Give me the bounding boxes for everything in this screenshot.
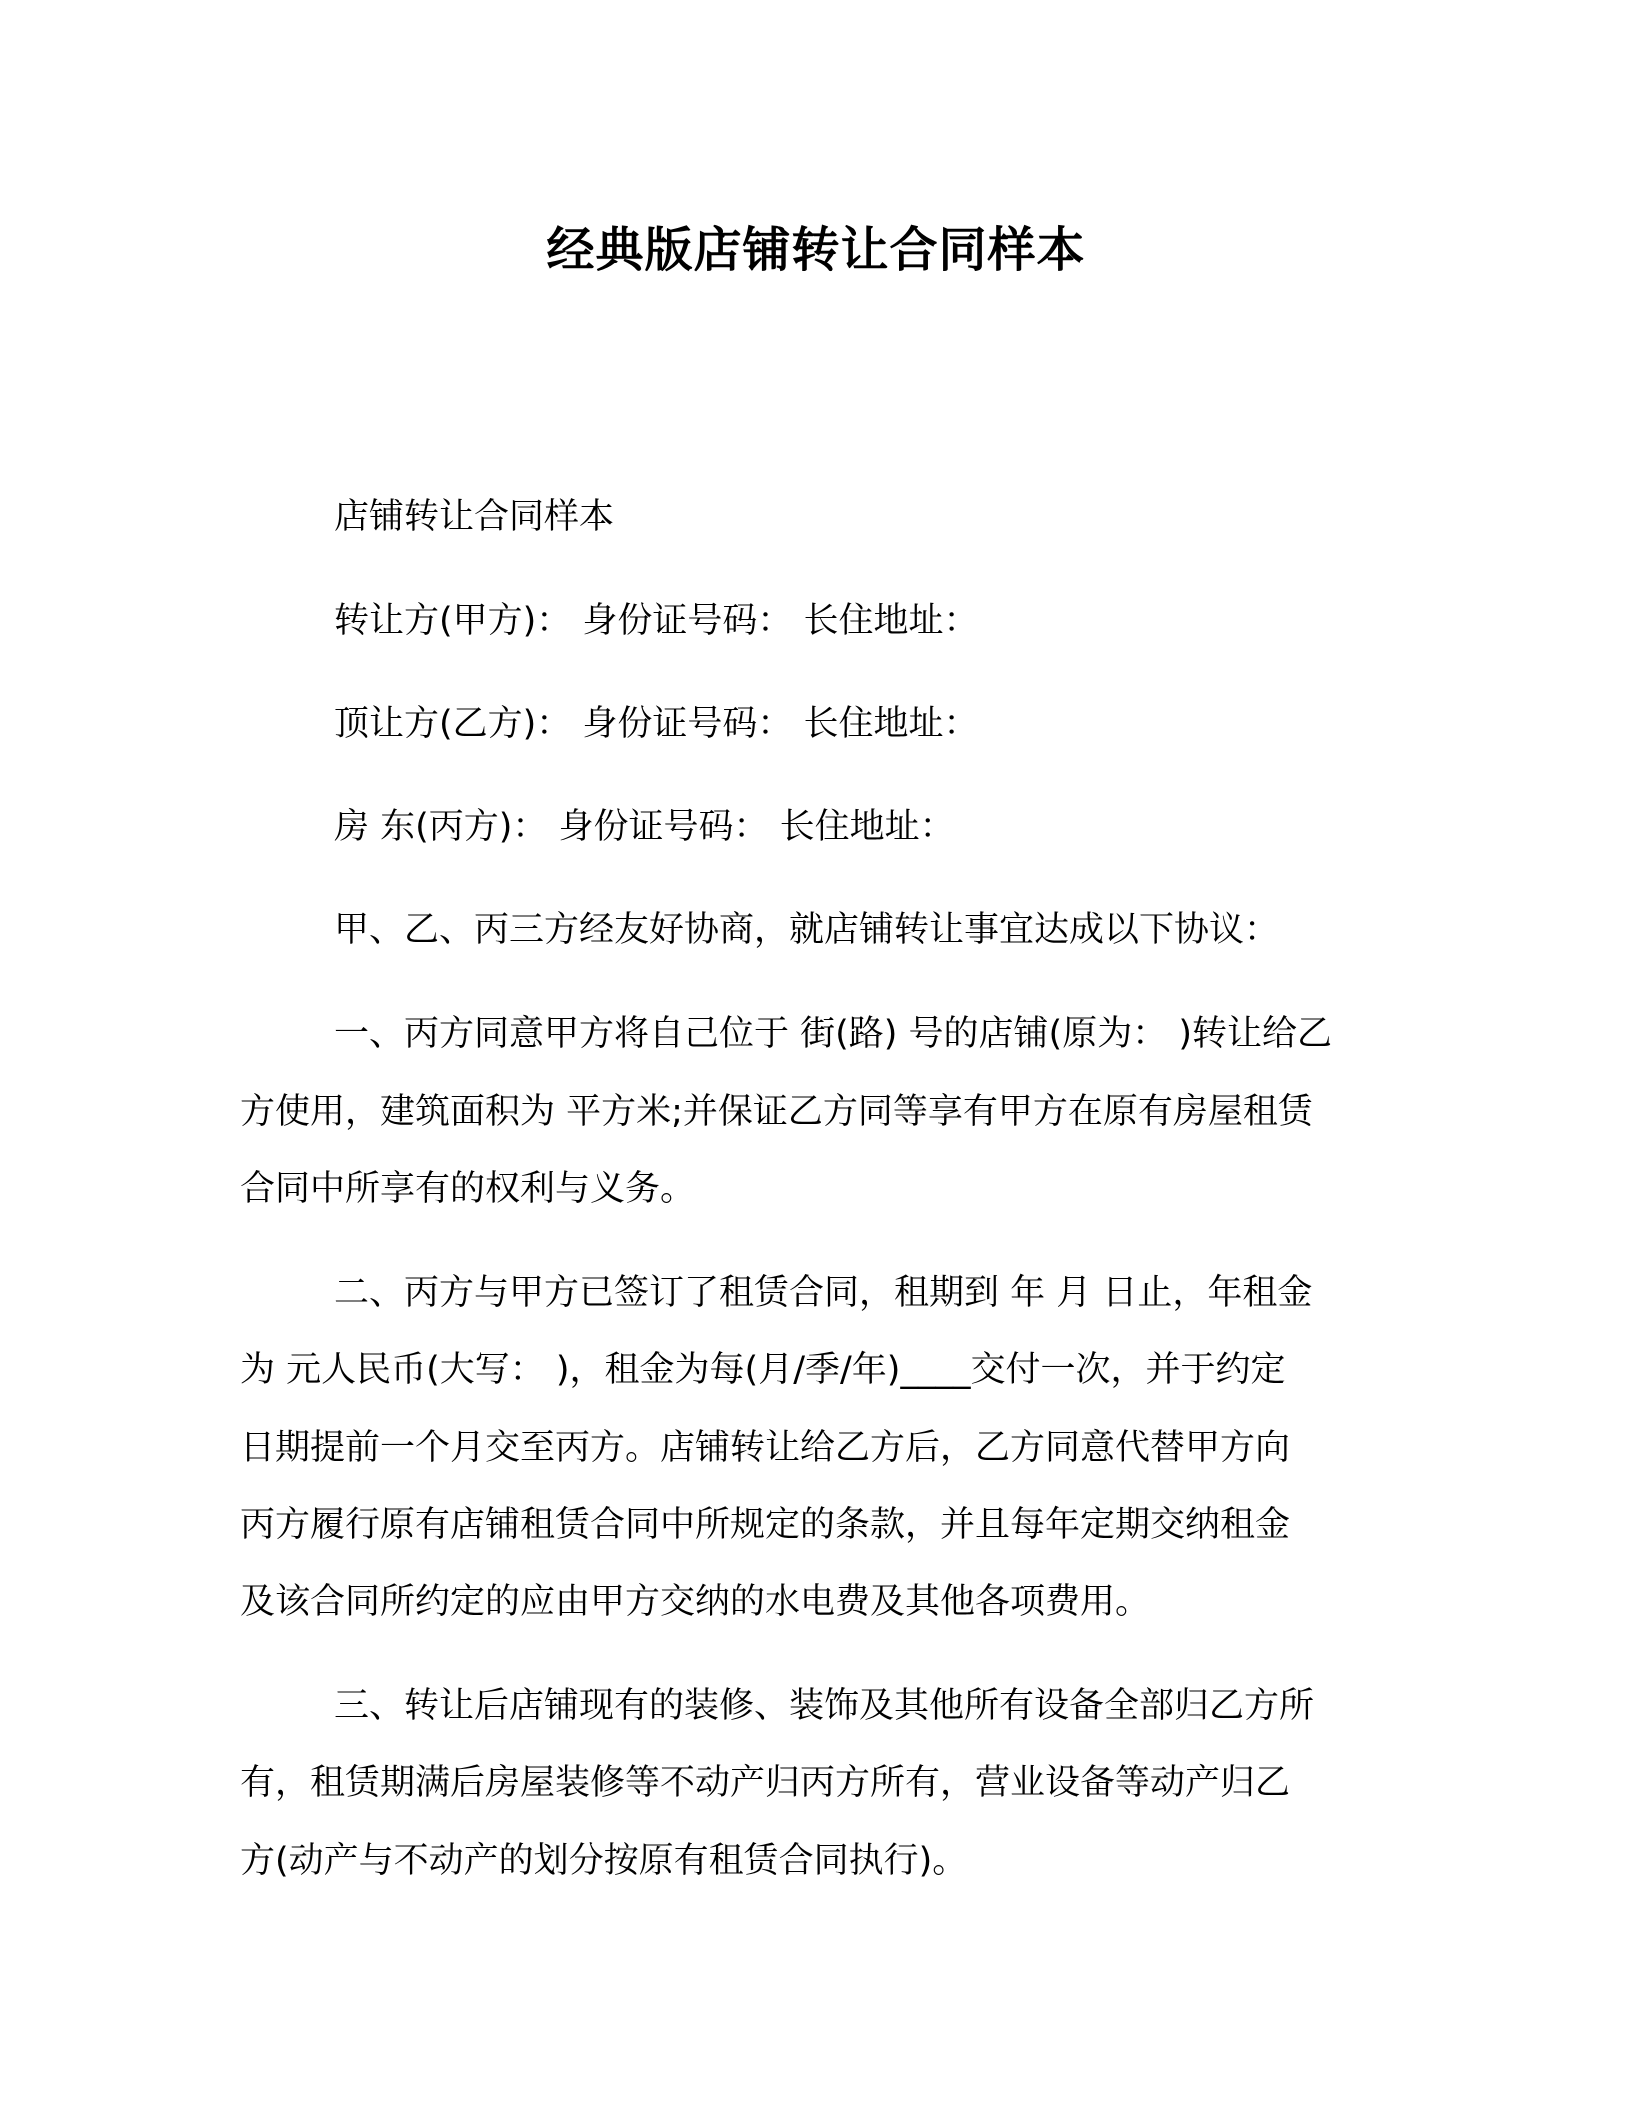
clause-3-line-3: 方(动产与不动产的划分按原有租赁合同执行)。 [240, 1841, 968, 1881]
subtitle-line: 店铺转让合同样本 [334, 497, 615, 537]
clause-2-line-1: 二、丙方与甲方已签订了租赁合同，租期到 年 月 日止，年租金 [334, 1273, 1313, 1313]
agreement-intro-line: 甲、乙、丙三方经友好协商，就店铺转让事宜达成以下协议： [334, 910, 1280, 950]
party-a-line: 转让方(甲方)： 身份证号码： 长住地址： [334, 601, 979, 641]
document-title: 经典版店铺转让合同样本 [546, 222, 1086, 278]
clause-3-line-2: 有，租赁期满后房屋装修等不动产归丙方所有，营业设备等动产归乙 [240, 1763, 1291, 1803]
clause-2-line-4: 丙方履行原有店铺租赁合同中所规定的条款，并且每年定期交纳租金 [240, 1505, 1291, 1545]
landlord-line: 房 东(丙方)： 身份证号码： 长住地址： [334, 807, 955, 847]
clause-2-line-2: 为 元人民币(大写： )，租金为每(月/季/年)____交付一次，并于约定 [240, 1350, 1286, 1390]
party-b-line: 顶让方(乙方)： 身份证号码： 长住地址： [334, 704, 979, 744]
clause-1-line-1: 一、丙方同意甲方将自己位于 街(路) 号的店铺(原为： )转让给乙 [334, 1014, 1332, 1054]
clause-2-line-5: 及该合同所约定的应由甲方交纳的水电费及其他各项费用。 [240, 1582, 1151, 1622]
clause-2-line-3: 日期提前一个月交至丙方。店铺转让给乙方后，乙方同意代替甲方向 [240, 1428, 1291, 1468]
clause-1-line-2: 方使用，建筑面积为 平方米;并保证乙方同等享有甲方在原有房屋租赁 [240, 1092, 1313, 1132]
clause-1-line-3: 合同中所享有的权利与义务。 [240, 1169, 696, 1209]
clause-3-line-1: 三、转让后店铺现有的装修、装饰及其他所有设备全部归乙方所 [334, 1686, 1315, 1726]
